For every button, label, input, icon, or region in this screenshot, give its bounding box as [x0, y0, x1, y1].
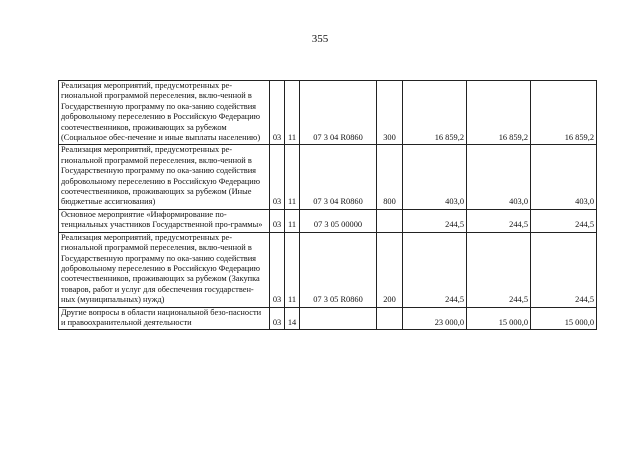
row-name: Реализация мероприятий, предусмотренных ре-гиональной программой переселения, вклю-ченной в Государственную программу по ока-занию содействия добровольному переселению в Российскую Федерацию соотечественников, проживающих за рубежом (Закупка товаров, работ и услуг для обеспечения государствен-ных (муниципальных) нужд): [59, 232, 270, 307]
amount-year-3: 244,5: [531, 209, 597, 232]
budget-table: [58, 80, 597, 330]
subsection-code: 14: [285, 307, 300, 330]
section-code: 03: [270, 209, 285, 232]
section-code: 03: [270, 307, 285, 330]
amount-year-2: 16 859,2: [467, 81, 531, 145]
amount-year-1: 244,5: [403, 209, 467, 232]
table-row: [59, 81, 597, 145]
row-name: Основное мероприятие «Информирование по-тенциальных участников Государственной про-граммы»: [59, 209, 270, 232]
amount-year-2: 403,0: [467, 145, 531, 209]
expense-type-code: [377, 209, 403, 232]
expense-type-code: 800: [377, 145, 403, 209]
expense-type-code: 200: [377, 232, 403, 307]
amount-year-3: 244,5: [531, 232, 597, 307]
subsection-code: 11: [285, 145, 300, 209]
table-row: [59, 145, 597, 209]
amount-year-2: 244,5: [467, 232, 531, 307]
target-article-code: 07 3 05 00000: [300, 209, 377, 232]
amount-year-3: 16 859,2: [531, 81, 597, 145]
amount-year-1: 244,5: [403, 232, 467, 307]
expense-type-code: [377, 307, 403, 330]
target-article-code: 07 3 05 R0860: [300, 232, 377, 307]
row-name: Реализация мероприятий, предусмотренных ре-гиональной программой переселения, вклю-ченной в Государственную программу по ока-занию содействия добровольному переселению в Российскую Федерацию соотечественников, проживающих за рубежом (Социальное обес-печение и иные выплаты населению): [59, 81, 270, 145]
table-row: [59, 307, 597, 330]
table-row: [59, 232, 597, 307]
section-code: 03: [270, 81, 285, 145]
subsection-code: 11: [285, 209, 300, 232]
amount-year-1: 403,0: [403, 145, 467, 209]
subsection-code: 11: [285, 81, 300, 145]
section-code: 03: [270, 232, 285, 307]
section-code: 03: [270, 145, 285, 209]
amount-year-2: 244,5: [467, 209, 531, 232]
amount-year-1: 16 859,2: [403, 81, 467, 145]
amount-year-3: 403,0: [531, 145, 597, 209]
subsection-code: 11: [285, 232, 300, 307]
row-name: Другие вопросы в области национальной безо-пасности и правоохранительной деятельности: [59, 307, 270, 330]
amount-year-2: 15 000,0: [467, 307, 531, 330]
target-article-code: 07 3 04 R0860: [300, 145, 377, 209]
amount-year-1: 23 000,0: [403, 307, 467, 330]
page-number: 355: [311, 33, 329, 45]
table-row: [59, 209, 597, 232]
target-article-code: 07 3 04 R0860: [300, 81, 377, 145]
expense-type-code: 300: [377, 81, 403, 145]
amount-year-3: 15 000,0: [531, 307, 597, 330]
row-name: Реализация мероприятий, предусмотренных ре-гиональной программой переселения, вклю-ченной в Государственную программу по ока-занию содействия добровольному переселению в Российскую Федерацию соотечественников, проживающих за рубежом (Иные бюджетные ассигнования): [59, 145, 270, 209]
target-article-code: [300, 307, 377, 330]
